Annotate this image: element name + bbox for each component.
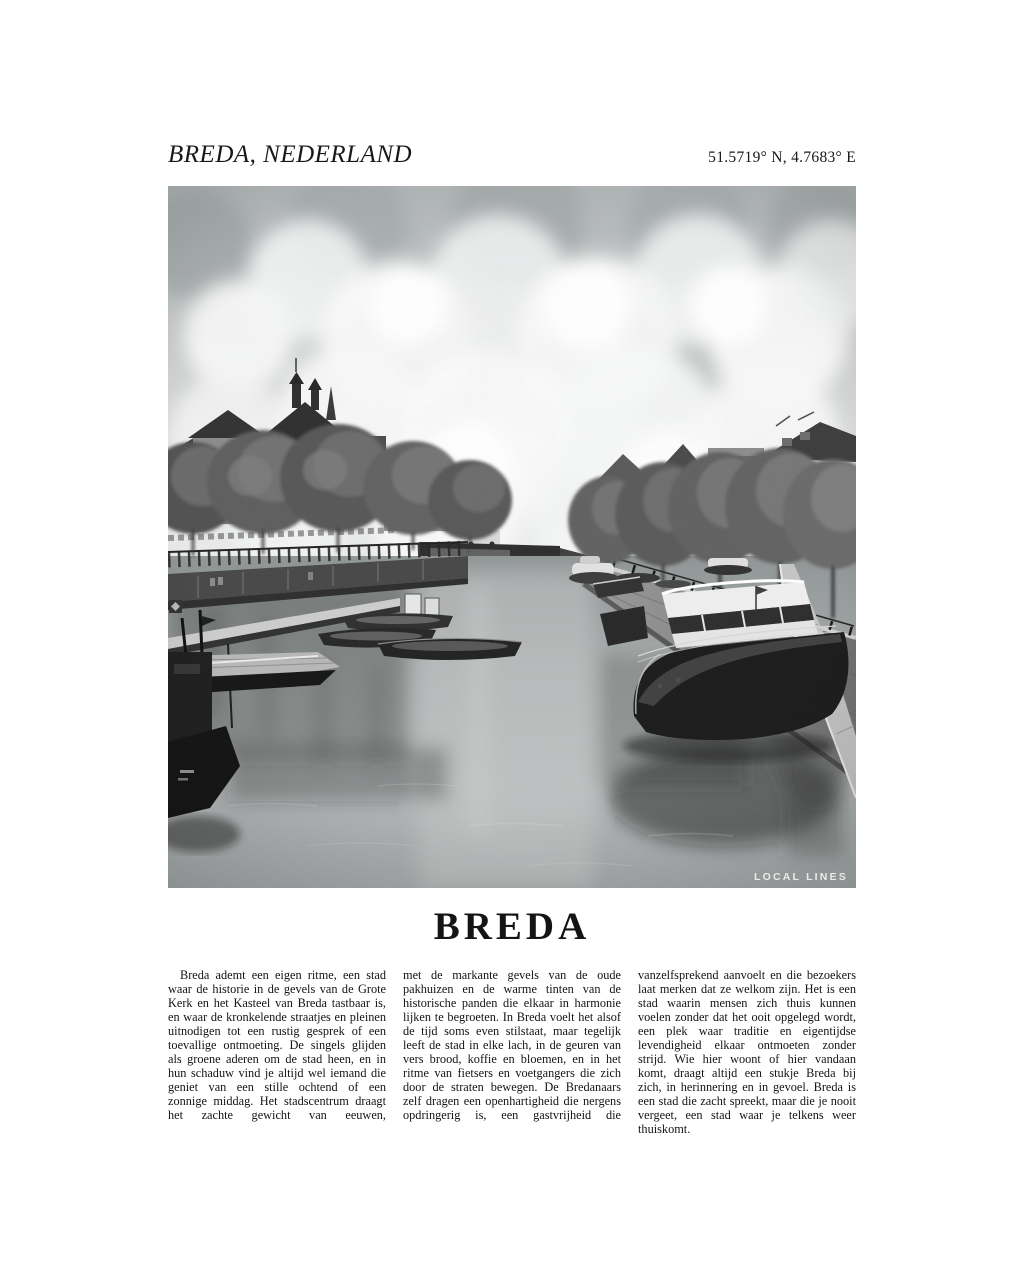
- header-location: BREDA, NEDERLAND: [168, 141, 413, 168]
- poster-title: BREDA: [433, 905, 591, 948]
- article-column-2: met de markante gevels van de oude pakhuizen en de warme tinten van de historische panden die elkaar in harmonie lijken te begroeten. In Breda voelt het alsof de tijd soms even stilstaat, maar tegelijk leeft de stad in elke lach, in de geuren van vers brood, koffie en bloemen, en in het ritme van fietsers en voetgangers die zich door de straten bewegen. De Bredanaars zelf dragen een openhartigheid die nergens opdringerig is, een gastvrijheid die: [403, 968, 621, 1122]
- article-column-1: Breda ademt een eigen ritme, een stad waar de historie in de gevels van de Grote Kerk en het Kasteel van Breda tastbaar is, en waar de kronkelende straatjes en pleinen uitnodigen tot een rustig gesprek of een toevallige ontmoeting. De singels glijden als groene aderen om de stad heen, en in hun schaduw vind je altijd wel iemand die geniet van een stille ochtend of een zonnige middag. Het stadscentrum draagt het zachte gewicht van eeuwen,: [168, 968, 386, 1122]
- header: [168, 141, 856, 169]
- article-column-3: vanzelfsprekend aanvoelt en die bezoekers laat merken dat ze welkom zijn. Het is een stad waarin mensen zich thuis kunnen voelen zonder dat het ooit opgelegd wordt, een plek waar traditie en eigentijdse levendigheid elkaar ontmoeten zonder strijd. Wie hier woont of hier vandaan komt, draagt altijd een stukje Breda bij zich, in herinnering en in gevoel. Breda is een stad die zacht spreekt, maar die je nooit vergeet, een stad waar je telkens weer thuiskomt.: [638, 968, 856, 1136]
- vignette: [168, 186, 856, 888]
- header-coordinates: 51.5719° N, 4.7683° E: [708, 149, 856, 166]
- photo-watermark: LOCAL LINES: [753, 871, 848, 883]
- canal-photo-illustration: [168, 186, 856, 888]
- canal-photo: [168, 186, 856, 888]
- article: [168, 968, 856, 1136]
